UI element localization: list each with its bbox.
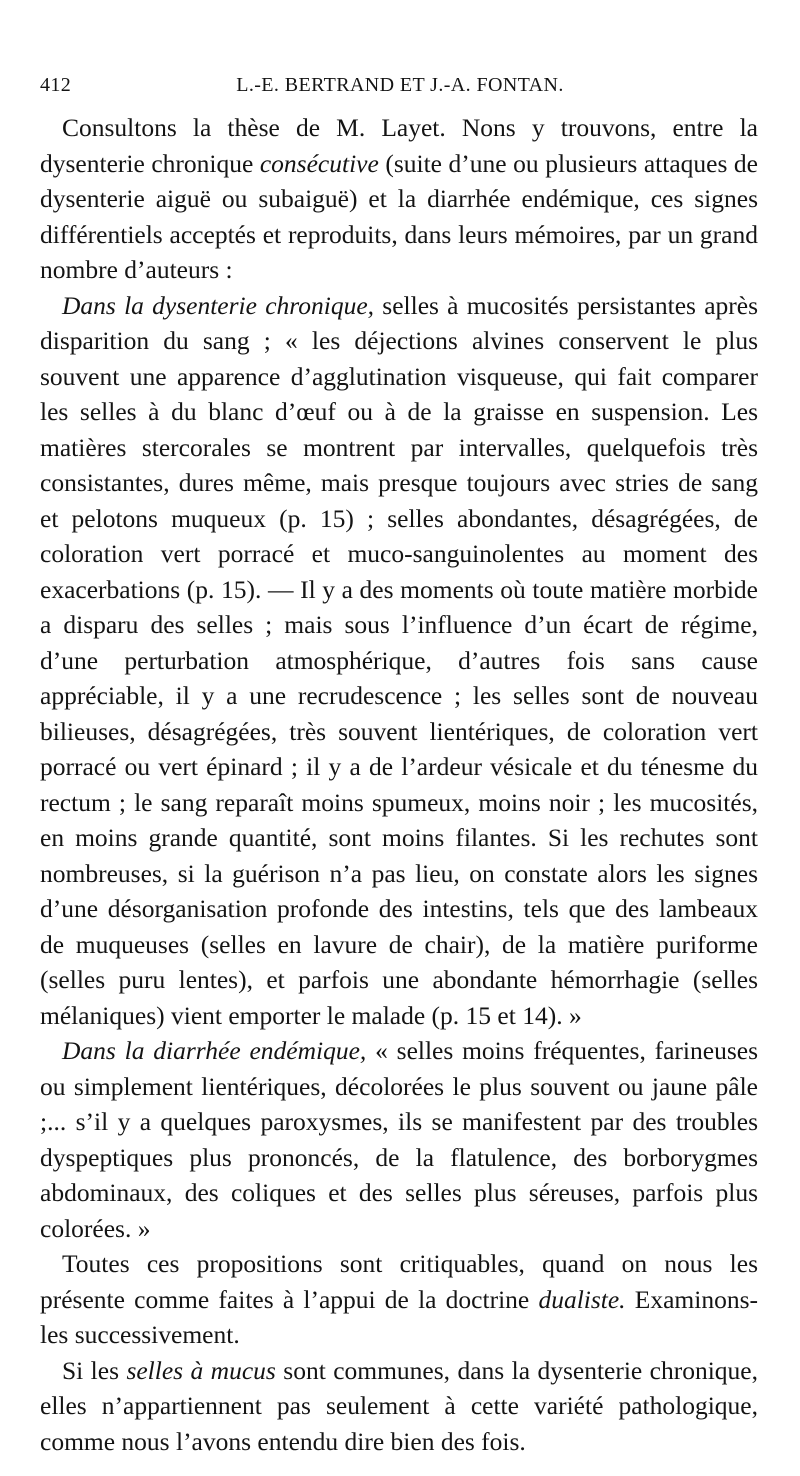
- text-segment: Si les: [62, 1355, 127, 1385]
- text-segment: Examinons-les successivement.: [40, 1284, 758, 1349]
- page-number: 412: [40, 74, 72, 96]
- paragraph: [40, 1033, 758, 1246]
- text-segment: Consultons la thèse de M. Layet. Nons y trouvons, entre la dysenterie chronique: [40, 113, 758, 178]
- text-segment: selles à mucosités persistantes après disparition du sang ; « les déjections alvines conservent le plus souvent une apparence d’agglutination visqueuse, qui fait comparer les selles à du blanc d’œuf ou à de la graisse en suspension. Les matières stercorales se montrent par intervalles, quelquefois très consistantes, dures même, mais presque toujours avec stries de sang et pelotons muqueux (p. 15) ; selles abondantes, désagrégées, de coloration vert porracé et muco-sanguinolentes au moment des exacerbations (p. 15). — Il y a des moments où toute matière morbide a disparu des selles ; mais sous l’influence d’un écart de régime, d’une perturbation atmosphérique, d’autres fois sans cause appréciable, il y a une recrudescence ; les selles sont de nouveau bilieuses, désagrégées, très souvent lientériques, de coloration vert porracé ou vert épinard ; il y a de l’ardeur vésicale et du ténesme du rectum ; le sang reparaît moins spumeux, moins noir ; les mucosités, en moins grande quantité, sont moins filantes. Si les rechutes sont nombreuses, si la guérison n’a pas lieu, on constate alors les signes d’une désorganisation profonde des intestins, tels que des lambeaux de muqueuses (selles en lavure de chair), de la matière puriforme (selles puru lentes), et parfois une abondante hémorrhagie (selles mélaniques) vient emporter le malade (p. 15 et 14). »: [40, 290, 758, 1030]
- text-segment: Toutes ces propositions sont critiquables, quand on nous les présente comme faites à l’appui de la doctrine: [40, 1249, 758, 1314]
- text-segment: sont communes, dans la dysenterie chronique, elles n’appartiennent pas seulement à cette variété pathologique, comme nous l’avons entendu dire bien des fois.: [40, 1355, 758, 1456]
- body-text: [40, 110, 758, 1459]
- text-segment: (suite d’une ou plusieurs attaques de dysenterie aiguë ou subaiguë) et la diarrhée endémique, ces signes différentiels acceptés et reproduits, dans leurs mémoires, par un grand nombre d’auteurs :: [40, 148, 758, 284]
- italic-text: Dans la dysenterie chronique,: [62, 290, 375, 320]
- page-header: [40, 74, 760, 104]
- italic-text: selles à mucus: [126, 1355, 276, 1385]
- italic-text: consécutive: [259, 148, 379, 178]
- italic-text: Dans la diarrhée endémique,: [62, 1036, 367, 1065]
- paragraph: [40, 1353, 758, 1460]
- italic-text: dualiste.: [538, 1284, 626, 1314]
- paragraph: [40, 288, 758, 1034]
- running-head: L.-E. BERTRAND ET J.-A. FONTAN.: [236, 74, 564, 96]
- paragraph: [40, 1246, 758, 1353]
- text-segment: « selles moins fréquentes, farineuses ou simplement lientériques, décolorées le plus souvent ou jaune pâle ;... s’il y a quelques paroxysmes, ils se manifestent par des troubles dyspeptiques plus prononcés, de la flatulence, des borborygmes abdominaux, des coliques et des selles plus séreuses, parfois plus colorées. »: [40, 1036, 758, 1243]
- paragraph: [40, 110, 758, 288]
